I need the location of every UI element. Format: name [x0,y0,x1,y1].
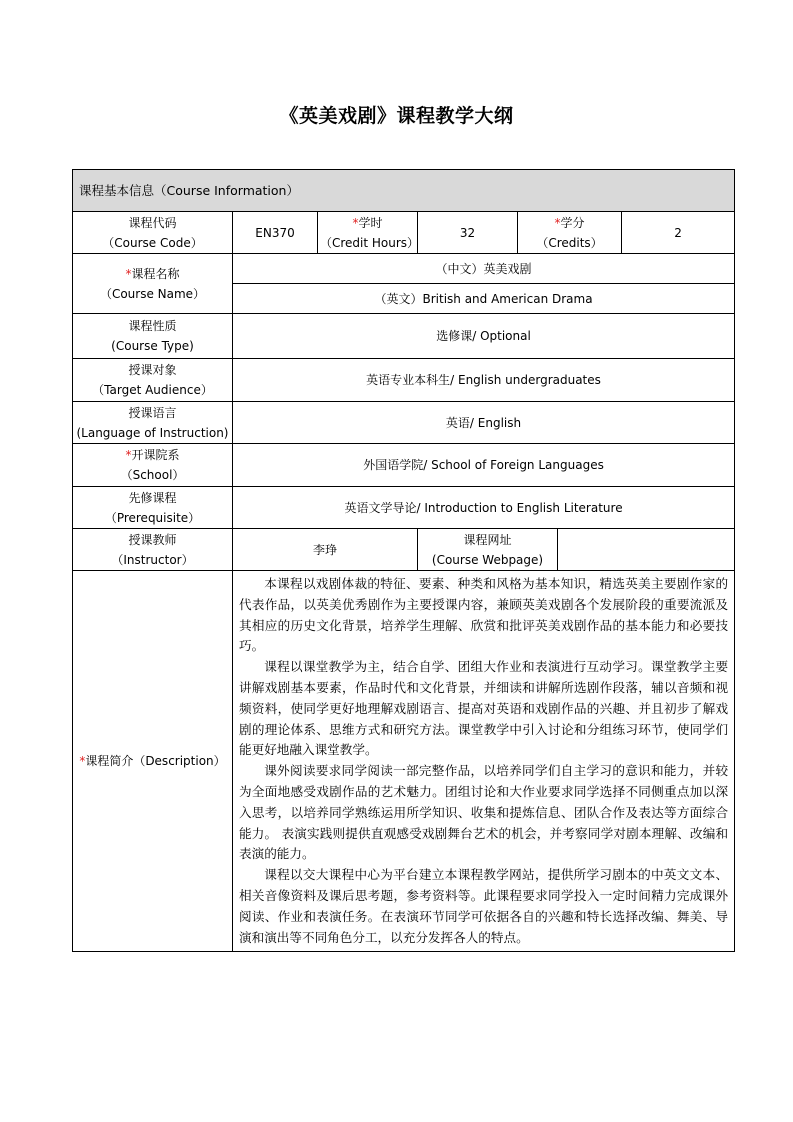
webpage-value [558,529,735,571]
course-name-label: *课程名称 （Course Name） [73,254,233,314]
section-header: 课程基本信息（Course Information） [73,170,735,212]
required-mark: * [125,448,132,462]
school-value: 外国语学院/ School of Foreign Languages [233,444,735,487]
required-mark: * [79,754,86,769]
prerequisite-value: 英语文学导论/ Introduction to English Literature [233,487,735,529]
description-paragraph: 课程以课堂教学为主，结合自学、团组大作业和表演进行互动学习。课堂教学主要讲解戏剧基本要素，作品时代和文化背景，并细读和讲解所选剧作段落，辅以音频和视频资料，使同学更好地理解戏剧语言、提高对英语和戏剧作品的兴趣、并且初步了解戏剧的理论体系、思维方式和研究方法。课堂教学中引入讨论和分组练习环节，使同学们能更好地融入课堂教学。 [239,659,729,758]
target-audience-label: 授课对象 （Target Audience） [73,359,233,402]
description-paragraph: 本课程以戏剧体裁的特征、要素、种类和风格为基本知识，精选英美主要剧作家的代表作品，以英美优秀剧作为主要授课内容，兼顾英美戏剧各个发展阶段的重要流派及其相应的历史文化背景，培养学生理解、欣赏和批评英美戏剧作品的基本能力和必要技巧。 [239,576,729,654]
credit-hours-value: 32 [418,212,518,254]
school-label: *开课院系 （School） [73,444,233,487]
required-mark: * [352,215,359,230]
required-mark: * [125,266,132,281]
credit-hours-label: *学时 （Credit Hours） [318,212,418,254]
language-label: 授课语言 (Language of Instruction) [73,402,233,444]
course-type-label: 课程性质 (Course Type) [73,314,233,359]
language-value: 英语/ English [233,402,735,444]
description-text [233,571,735,952]
required-mark: * [554,215,561,230]
course-info-table [72,169,735,952]
instructor-value: 李琤 [233,529,418,571]
description-paragraph: 课外阅读要求同学阅读一部完整作品，以培养同学们自主学习的意识和能力，并较为全面地感受戏剧作品的艺术魅力。团组讨论和大作业要求同学选择不同侧重点加以深入思考，以培养同学熟练运用所学知识、收集和提炼信息、团队合作及表达等方面综合能力。 表演实践则提供直观感受戏剧舞台艺术的机会，并考察同学对剧本理解、改编和表演的能力。 [239,763,729,862]
description-paragraph: 课程以交大课程中心为平台建立本课程教学网站，提供所学习剧本的中英文文本、相关音像资料及课后思考题，参考资料等。此课程要求同学投入一定时间精力完成课外阅读、作业和表演任务。在表演环节同学可依据各自的兴趣和特长选择改编、舞美、导演和演出等不同角色分工，以充分发挥各人的特点。 [239,867,729,945]
prerequisite-label: 先修课程 （Prerequisite） [73,487,233,529]
course-name-cn: （中文）英美戏剧 [233,254,735,284]
course-type-value: 选修课/ Optional [233,314,735,359]
course-code-value: EN370 [233,212,318,254]
credits-label: *学分 （Credits） [518,212,622,254]
webpage-label: 课程网址 (Course Webpage) [418,529,558,571]
course-code-label: 课程代码 （Course Code） [73,212,233,254]
course-name-en: （英文）British and American Drama [233,284,735,314]
credits-value: 2 [622,212,735,254]
page-title: 《英美戏剧》课程教学大纲 [279,105,514,127]
instructor-label: 授课教师 （Instructor） [73,529,233,571]
description-label: *课程简介（Description） [73,571,233,952]
target-audience-value: 英语专业本科生/ English undergraduates [233,359,735,402]
